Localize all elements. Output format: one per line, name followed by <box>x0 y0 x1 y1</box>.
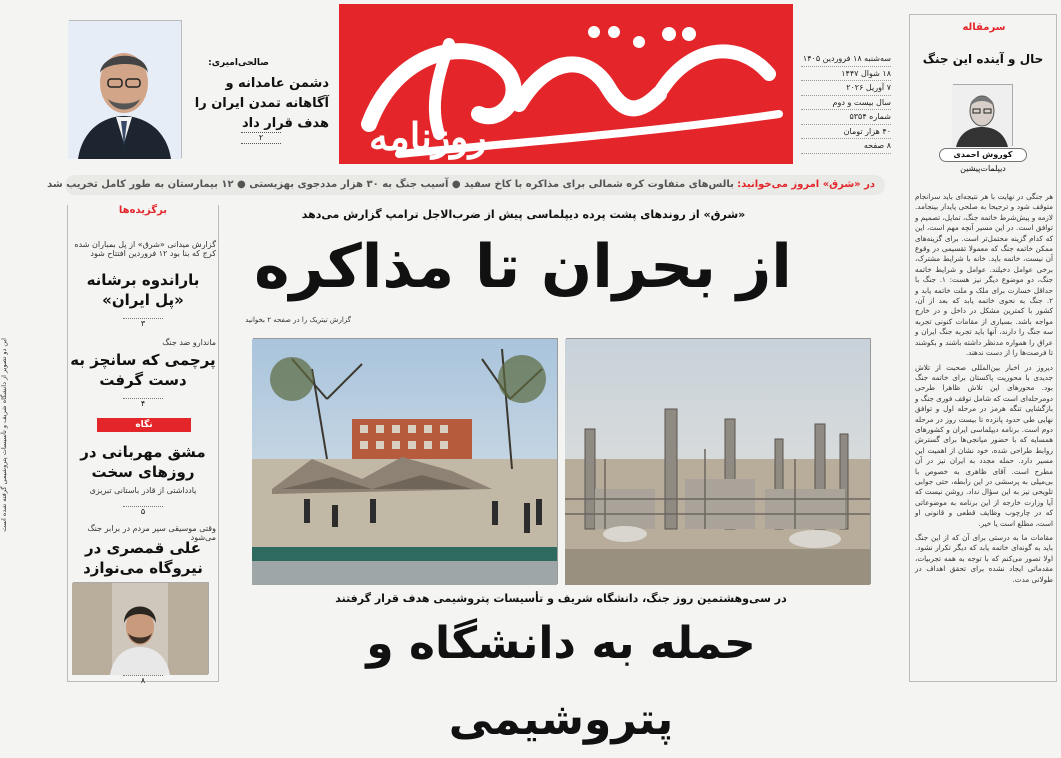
editorial-title[interactable]: حال و آینده این جنگ <box>922 52 1044 66</box>
main-report-note: گزارش تیتریک را در صفحه ۲ بخوانید <box>245 316 351 324</box>
masthead <box>339 4 793 164</box>
editorial-paragraph: مقامات ما به درستی برای آن که از این جنگ باید به گونه‌ای خاتمه یابد که دیگر تکرار نشود. اولا تصور می‌کنم که با توجه به همه تجربیات، مقدماتی ایجاد نشده برای تحقق اهداف در طولانی مدت. <box>915 533 1053 584</box>
editorial-body <box>915 192 1053 680</box>
dateline-hijri: ۱۸ شوال ۱۴۴۷ <box>801 67 891 82</box>
left-item-4-headline[interactable]: علی قمصری در نیروگاه می‌نوازد <box>83 539 203 577</box>
dateline <box>801 52 891 154</box>
dateline-price: ۴۰ هزار تومان <box>801 125 891 140</box>
author-portrait-icon <box>952 85 1012 147</box>
editorial-paragraph: دیروز در اخبار بین‌المللی صحبت از تلاش جدیدی با محوریت پاکستان برای خاتمه جنگ بود. محورهای این تلاش ظاهرا طرحی دومرحله‌ای است که شامل توقف فوری جنگ و بازگشایی تنگه هرمز در مرحله اول و توافق نهایی طی حدود پانزده تا بیست روز در مرحله دوم است. برنامه دیپلماسی ایران و کشورهای همسایه که با حضور میانجی‌ها برای گسترش روابط طراحی شده، خود نشان از اهمیت این مسیر دارد. حمله مجدد به ایران نیز در آن مطرح است. آقای ظاهری به خصوص با بی‌میلی به پرسشی در این رابطه، حتی جوابی تلویحی نیز به این سؤال نداد. روشن نیست که آیا وزارت خارجه از این برنامه به موضوعاتی که در چارچوب وظایف قطعی و قانونی او است، مطلع است یا خیر. <box>915 362 1053 528</box>
petrochemical-plant-photo-icon <box>565 339 870 585</box>
university-damage-photo[interactable] <box>253 338 558 584</box>
left-item-2-kicker: ماندارو ضد جنگ <box>162 338 216 347</box>
left-item-1-page: ۳ <box>123 318 163 328</box>
left-item-4-page: ۸ <box>123 675 163 685</box>
left-item-2-page: ۴ <box>123 398 163 408</box>
dateline-year: سال بیست و دوم <box>801 96 891 111</box>
left-item-3-headline[interactable]: مشق مهربانی در روزهای سخت <box>80 443 206 481</box>
main-kicker: «شرق» از روندهای پشت پرده دیپلماسی پیش از ضرب‌الاجل ترامپ گزارش می‌دهد <box>301 208 746 221</box>
sub-kicker: در سی‌وهشتمین روز جنگ، دانشگاه شریف و تأسیسات پتروشیمی هدف قرار گرفتند <box>335 592 787 605</box>
negah-badge: نگاه <box>97 418 191 432</box>
ticker-label: در «شرق» امروز می‌خوانید: <box>737 179 875 190</box>
portrait-photo-icon <box>68 21 181 159</box>
sub-headline[interactable]: حمله به دانشگاه و پتروشیمی <box>366 618 756 745</box>
musician-photo[interactable] <box>73 582 209 674</box>
editorial-paragraph: هر جنگی در نهایت با هر نتیجه‌ای باید سرانجام متوقف شود و ترجیحا به صلحی پایدار بینجامد. لازمه و پیش‌شرط خاتمه جنگ، تمایل، تصمیم و توافق است. در این مسیر آنچه مهم است، این که کدام گزینه محتمل‌تر است. برای گزینه‌های ممکن خاتمه جنگ که معمولا تقسیمی در وقوع آن نیست، خاتمه باید. خانه با شرایط مشترک، برخی عوامل دخیلند. عوامل و شرایط خاتمه جنگ، دو موضوع دیگر نیز هست: ۱. جنگ با حداقل خسارت برای ملک و ملت خاتمه یابد و ۲. جنگ به نحوی خاتمه یابد که بعد از آن، کشور با کمترین مشکل در داخل و در خارج مواجه باشد. بسیاری از مقامات کنونی تجربه سه جنگ را دارند، آنها باید تجربه جنگ ایران و عراق را همواره مدنظر داشته باشند و بکوشند تا فرصت‌ها را از دست ندهند. <box>915 192 1053 358</box>
ticker-bar <box>47 175 885 195</box>
musician-photo-icon <box>72 583 208 675</box>
ticker-text[interactable]: بالس‌های متفاوت کره شمالی برای مذاکره با کاخ سفید ● آسیب جنگ به ۳۰ هزار مددجوی بهزیستی ● ۱۲ بیمارستان به طور کامل تخریب شد <box>47 179 734 190</box>
dateline-day: سه‌شنبه ۱۸ فروردین ۱۴۰۵ <box>801 52 891 67</box>
left-item-1-headline[interactable]: باراندوه برشانه «پل ایران» <box>86 271 200 309</box>
left-item-2-headline[interactable]: پرچمی که سانچز به دست گرفت <box>70 351 216 389</box>
masthead-prefix: روزنامه <box>369 114 487 159</box>
left-item-4-kicker: وقتی موسیقی سپر مردم در برابر جنگ می‌شود <box>87 524 216 542</box>
dateline-issue: شماره ۵۳۵۴ <box>801 110 891 125</box>
profile-photo[interactable] <box>69 20 182 158</box>
university-damage-photo-icon <box>252 339 557 585</box>
dateline-gregorian: ۷ آوریل ۲۰۲۶ <box>801 81 891 96</box>
left-item-3-page: ۵ <box>123 506 163 516</box>
main-headline[interactable]: از بحران تا مذاکره <box>254 232 792 302</box>
dateline-pages: ۸ صفحه <box>801 139 891 154</box>
author-name: کوروش احمدی <box>939 148 1027 162</box>
left-item-3-kicker: یادداشتی از قادر باستانی تبریزی <box>89 486 197 495</box>
petrochemical-plant-photo[interactable] <box>566 338 871 584</box>
left-item-1-kicker: گزارش میدانی «شرق» از پل بمباران شده کرج که بنا بود ۱۲ فروردین افتتاح شود <box>74 240 216 258</box>
photo-caption-text: این دو تصویر از دانشگاه شریف و تأسیسات پتروشیمی گرفته شده است <box>0 338 8 532</box>
profile-name: صالحی‌امیری: <box>208 58 269 68</box>
author-photo <box>953 84 1013 146</box>
author-role: دیپلمات‌پیشین <box>960 164 1006 173</box>
profile-headline[interactable]: دشمن عامدانه و آگاهانه تمدن ایران را هدف قرار داد <box>194 76 329 131</box>
profile-page-number: ۲ <box>241 132 281 144</box>
left-column-header: برگزیده‌ها <box>118 205 168 216</box>
editorial-label: سرمقاله <box>962 22 1006 33</box>
